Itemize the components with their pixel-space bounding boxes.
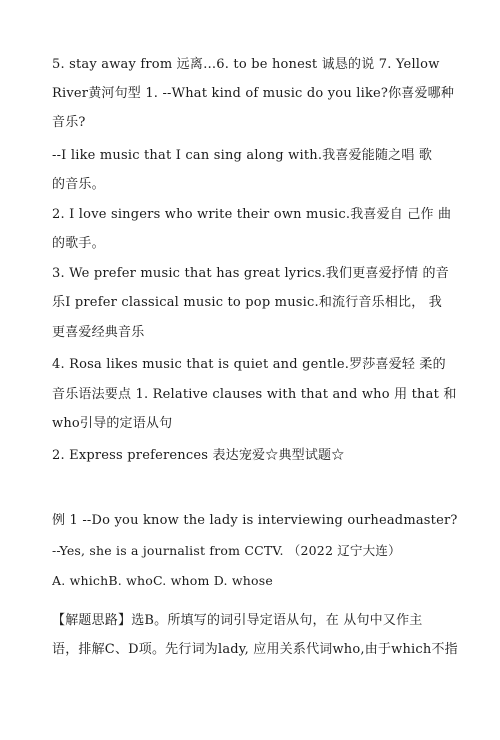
text-line: --Yes, she is a journalist from CCTV. （2022 辽宁大连） — [52, 543, 401, 558]
text-line: 乐I prefer classical music to pop music.和流行音乐相比， 我 — [52, 295, 442, 310]
text-line: River黄河句型 1. --What kind of music do you like?你喜爱哪种 — [52, 86, 455, 101]
text-line: 更喜爱经典音乐 — [52, 325, 145, 340]
text-line: 2. Express preferences 表达宠爱☆典型试题☆ — [52, 448, 345, 463]
text-line: 4. Rosa likes music that is quiet and gentle.罗莎喜爱轻 柔的 — [52, 357, 446, 372]
text-line: 3. We prefer music that has great lyrics.我们更喜爱抒情 的音 — [52, 266, 449, 281]
text-line: 【解题思路】选B。所填写的词引导定语从句，在 从句中又作主 — [52, 613, 423, 628]
text-line: 2. I love singers who write their own music.我喜爱自 己作 曲 — [52, 207, 452, 222]
text-line: 例 1 --Do you know the lady is interviewing ourheadmaster? — [52, 513, 458, 528]
text-line: 的歌手。 — [52, 236, 105, 251]
text-line: 音乐语法要点 1. Relative clauses with that and who 用 that 和 — [52, 387, 457, 402]
text-line: who引导的定语从句 — [52, 416, 173, 431]
text-line: 语，排解C、D项。先行词为lady, 应用关系代词who,由于which不指 — [52, 642, 458, 657]
text-line: A. whichB. whoC. whom D. whose — [52, 573, 273, 588]
text-line: 5. stay away from 远离…6. to be honest 诚恳的说 7. Yellow — [52, 57, 440, 72]
text-line: --I like music that I can sing along with.我喜爱能随之唱 歌 — [52, 148, 433, 163]
text-line: 音乐? — [52, 115, 86, 130]
text-line: 的音乐。 — [52, 177, 105, 192]
